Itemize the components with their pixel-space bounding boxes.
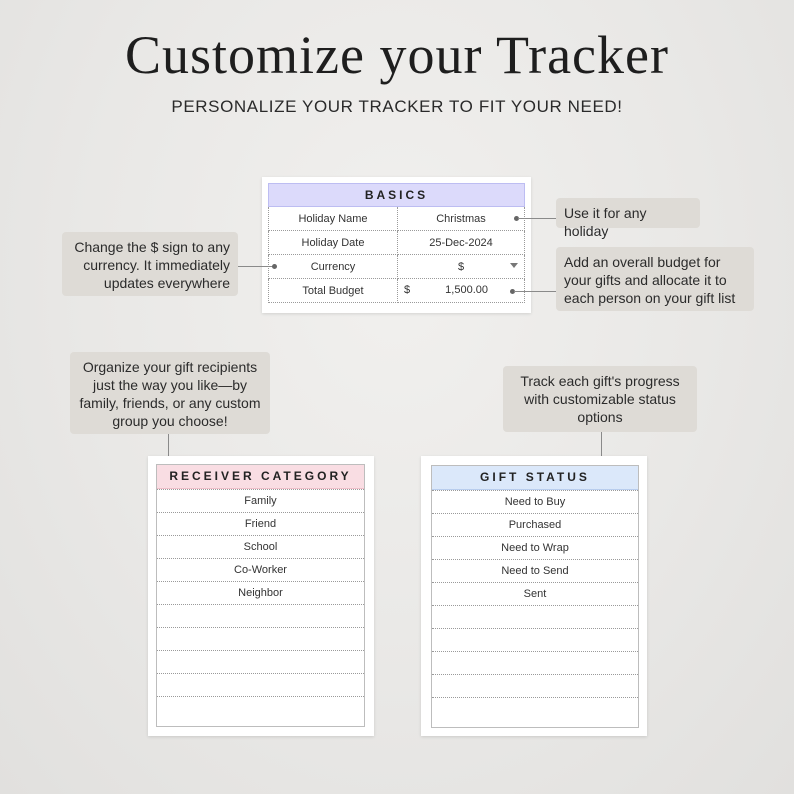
- gift-status-card: [421, 456, 647, 736]
- basics-table: [268, 183, 525, 303]
- list-item[interactable]: [157, 673, 364, 696]
- basics-row-total-budget: [269, 279, 525, 303]
- receiver-category-heading: RECEIVER CATEGORY: [157, 465, 364, 489]
- holiday-name-cell[interactable]: Christmas: [398, 207, 525, 231]
- holiday-date-cell[interactable]: 25-Dec-2024: [398, 231, 525, 255]
- list-item[interactable]: Purchased: [432, 513, 638, 536]
- list-item[interactable]: Need to Wrap: [432, 536, 638, 559]
- connector-line: [514, 291, 556, 292]
- list-item[interactable]: [157, 604, 364, 627]
- connector-dot: [272, 264, 277, 269]
- note-gift-status: Track each gift's progress with customizable status options: [503, 366, 697, 432]
- basics-row-holiday-date: [269, 231, 525, 255]
- list-item[interactable]: [432, 605, 638, 628]
- list-item[interactable]: Need to Buy: [432, 490, 638, 513]
- list-item[interactable]: [432, 697, 638, 720]
- connector-line: [238, 266, 274, 267]
- basics-card: [262, 177, 531, 313]
- list-item[interactable]: [432, 628, 638, 651]
- receiver-category-card: [148, 456, 374, 736]
- connector-line: [518, 218, 556, 219]
- basics-label: Currency: [269, 255, 398, 279]
- receiver-category-list: [156, 464, 365, 727]
- budget-currency-symbol: $: [404, 284, 411, 296]
- basics-label: Holiday Name: [269, 207, 398, 231]
- list-item[interactable]: [157, 696, 364, 719]
- list-item[interactable]: Family: [157, 489, 364, 512]
- note-receiver-category: Organize your gift recipients just the way you like—by family, friends, or any custom group you choose!: [70, 352, 270, 434]
- page-title: Customize your Tracker: [125, 25, 669, 85]
- list-item[interactable]: [432, 674, 638, 697]
- page-subtitle: PERSONALIZE YOUR TRACKER TO FIT YOUR NEED!: [171, 97, 623, 116]
- list-item[interactable]: [432, 651, 638, 674]
- currency-select[interactable]: [398, 255, 525, 279]
- budget-amount: 1,500.00: [445, 284, 488, 296]
- currency-value: $: [457, 260, 465, 273]
- basics-heading: BASICS: [269, 184, 525, 207]
- note-any-holiday: Use it for any holiday: [556, 198, 700, 228]
- basics-label: Holiday Date: [269, 231, 398, 255]
- chevron-down-icon[interactable]: [510, 263, 518, 268]
- basics-label: Total Budget: [269, 279, 398, 303]
- basics-row-currency: [269, 255, 525, 279]
- list-item[interactable]: Need to Send: [432, 559, 638, 582]
- gift-status-heading: GIFT STATUS: [432, 466, 638, 490]
- gift-status-list: [431, 465, 639, 728]
- list-item[interactable]: [157, 627, 364, 650]
- total-budget-cell[interactable]: [398, 279, 525, 303]
- basics-row-holiday-name: [269, 207, 525, 231]
- list-item[interactable]: Co-Worker: [157, 558, 364, 581]
- note-budget: Add an overall budget for your gifts and allocate it to each person on your gift list: [556, 247, 754, 311]
- list-item[interactable]: Sent: [432, 582, 638, 605]
- list-item[interactable]: [157, 650, 364, 673]
- list-item[interactable]: School: [157, 535, 364, 558]
- list-item[interactable]: Neighbor: [157, 581, 364, 604]
- list-item[interactable]: Friend: [157, 512, 364, 535]
- note-currency: Change the $ sign to any currency. It immediately updates everywhere: [62, 232, 238, 296]
